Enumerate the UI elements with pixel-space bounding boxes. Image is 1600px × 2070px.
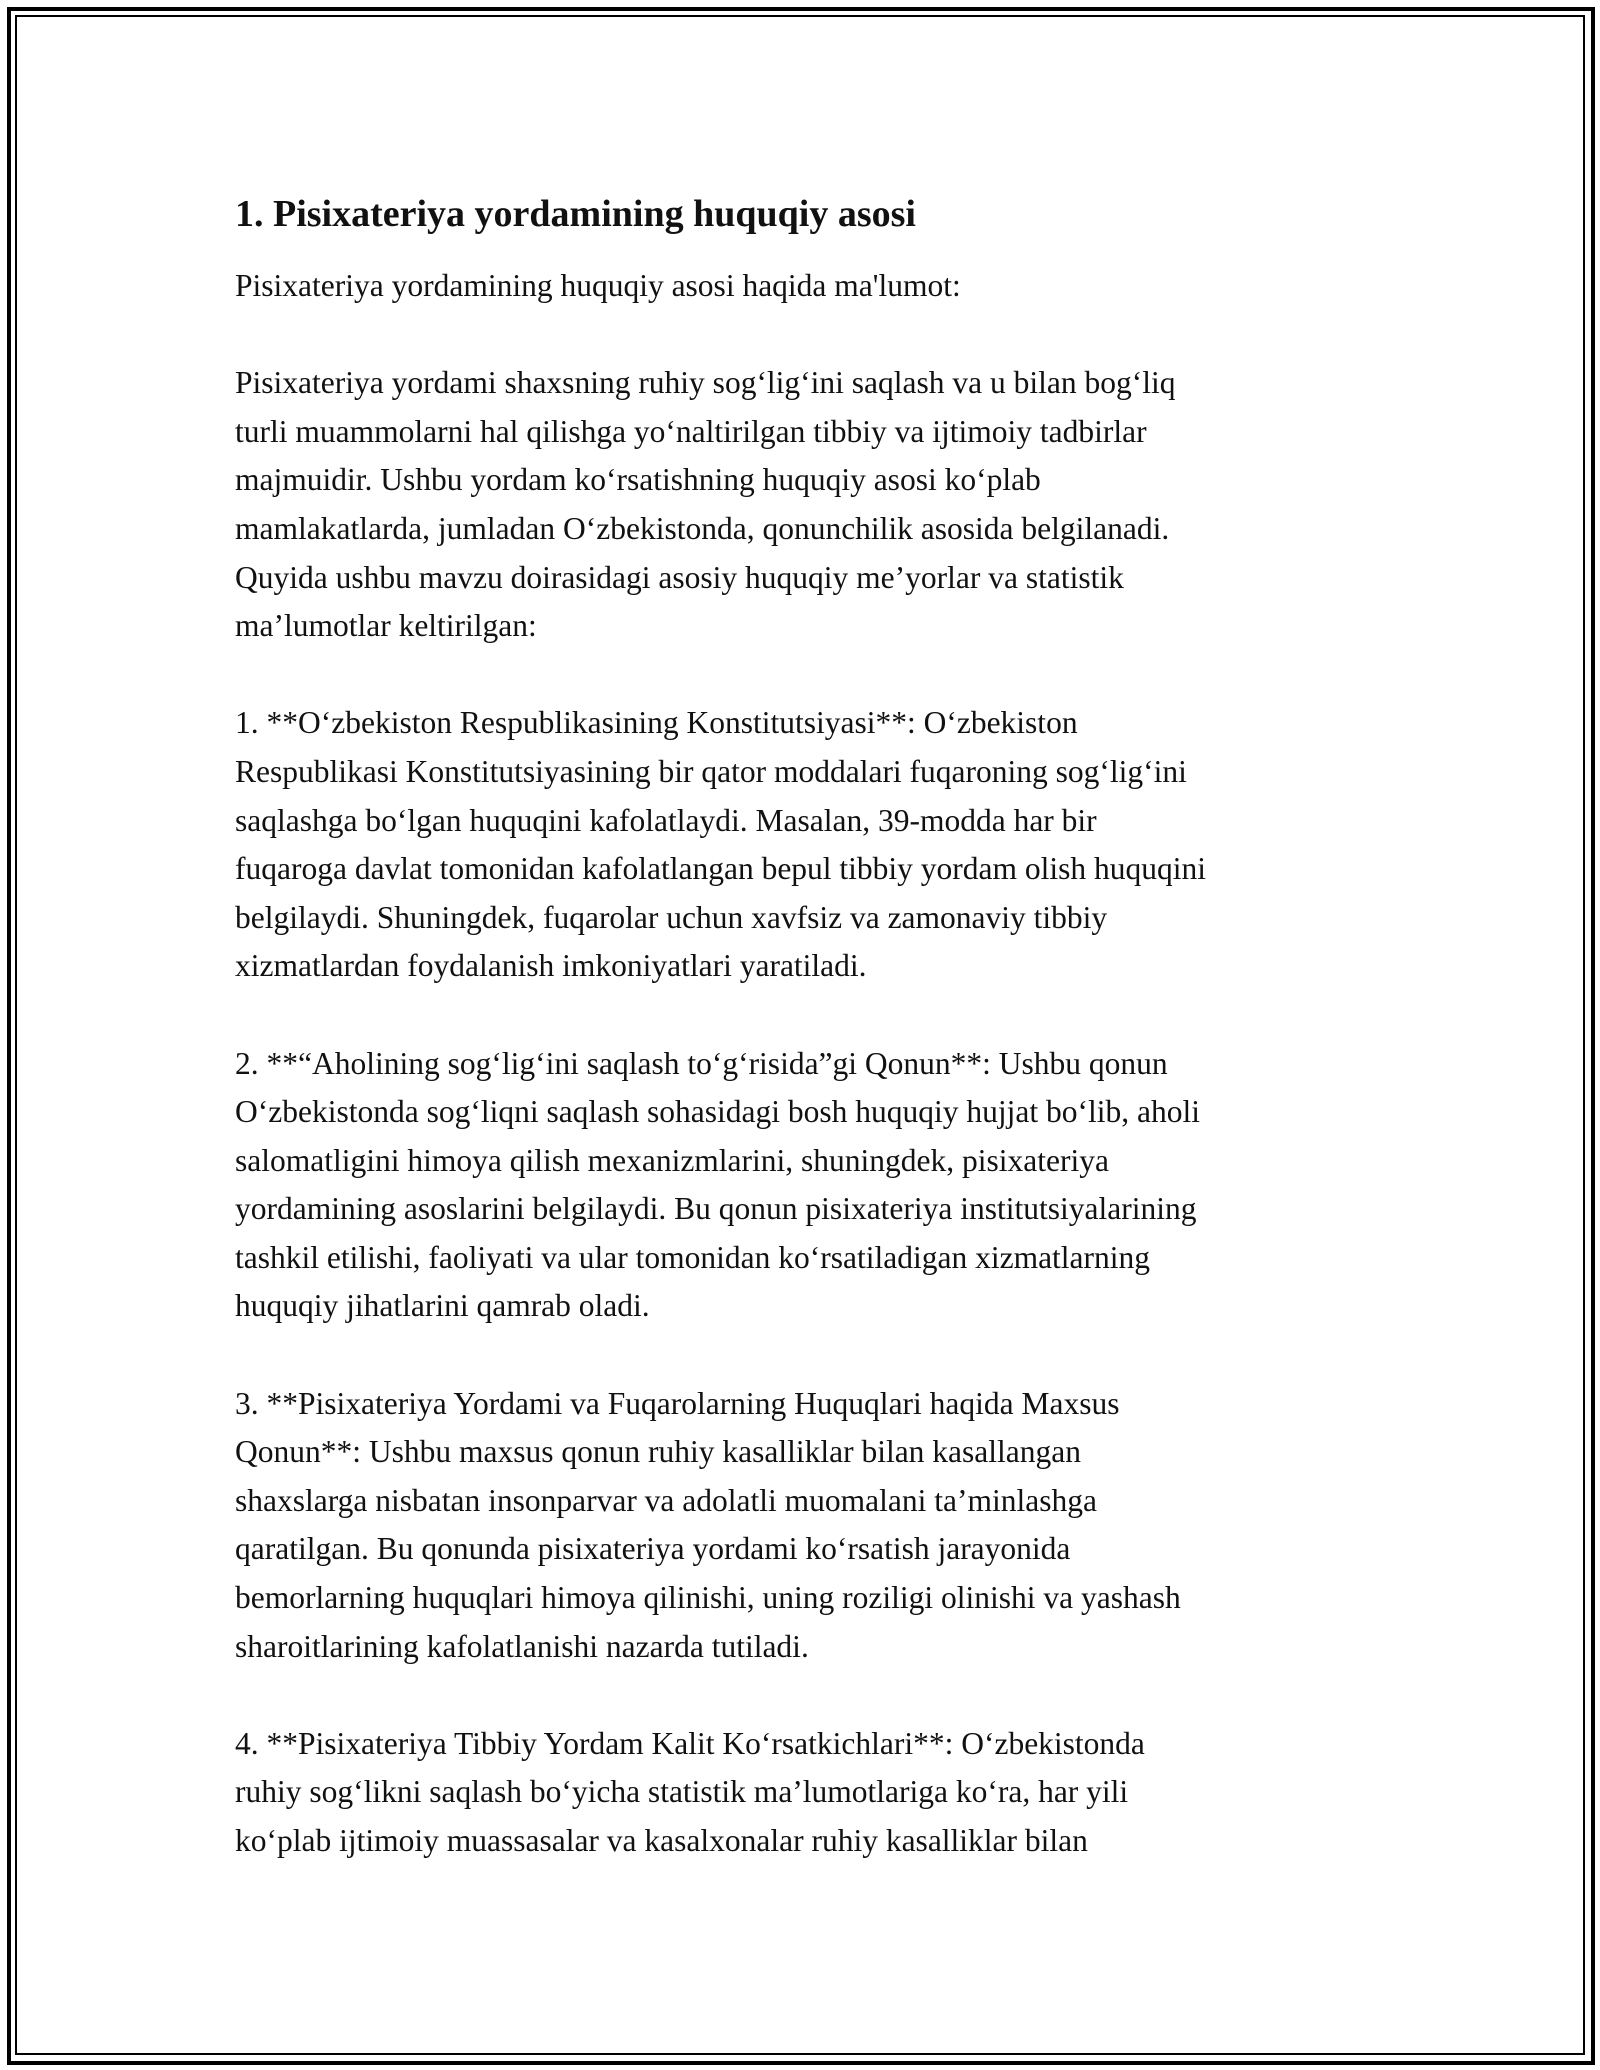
section-heading: 1. Pisixateriya yordamining huquqiy asosi — [235, 193, 916, 235]
paragraph-health-law: 2. **“Aholining sog‘lig‘ini saqlash to‘g‘risida”gi Qonun**: Ushbu qonun O‘zbekistonda sog‘liqni saqlash sohasidagi bosh huquqiy hujjat bo‘lib, aholi salomatligini himoya qilish mexanizmlarini, shuningdek, pisixateriya yordamining asoslarini belgilaydi. Bu qonun pisixateriya institutsiyalarining tashkil etilishi, faoliyati va ular tomonidan ko‘rsatiladigan xizmatlarning huquqiy jihatlarini qamrab oladi. — [235, 1045, 1201, 1324]
intro-line: Pisixateriya yordamining huquqiy asosi haqida ma'lumot: — [235, 268, 961, 303]
paragraph-constitution: 1. **O‘zbekiston Respublikasining Konstitutsiyasi**: O‘zbekiston Respublikasi Konstitutsiyasining bir qator moddalari fuqaroning sog‘lig‘ini saqlashga bo‘lgan huquqini kafolatlaydi. Masalan, 39-modda har bir fuqaroga davlat tomonidan kafolatlangan bepul tibbiy yordam olish huquqini belgilaydi. Shuningdek, fuqarolar uchun xavfsiz va zamonaviy tibbiy xizmatlardan foydalanish imkoniyatlari yaratiladi. — [235, 705, 1207, 984]
paragraph-overview: Pisixateriya yordami shaxsning ruhiy sog‘lig‘ini saqlash va u bilan bog‘liq turli muammolarni hal qilishga yo‘naltirilgan tibbiy va ijtimoiy tadbirlar majmuidir. Ushbu yordam ko‘rsatishning huquqiy asosi ko‘plab mamlakatlarda, jumladan O‘zbekistonda, qonunchilik asosida belgilanadi. Quyida ushbu mavzu doirasidagi asosiy huquqiy me’yorlar va statistik ma’lumotlar keltirilgan: — [235, 365, 1176, 644]
paragraph-key-indicators: 4. **Pisixateriya Tibbiy Yordam Kalit Ko‘rsatkichlari**: O‘zbekistonda ruhiy sog‘likni saqlash bo‘yicha statistik ma’lumotlariga ko‘ra, har yili ko‘plab ijtimoiy muassasalar va kasalxonalar ruhiy kasalliklar bilan — [235, 1725, 1145, 1858]
paragraph-special-law: 3. **Pisixateriya Yordami va Fuqarolarning Huquqlari haqida Maxsus Qonun**: Ushbu maxsus qonun ruhiy kasalliklar bilan kasallangan shaxslarga nisbatan insonparvar va adolatli muomalani ta’minlashga qaratilgan. Bu qonunda pisixateriya yordami ko‘rsatish jarayonida bemorlarning huquqlari himoya qilinishi, uning roziligi olinishi va yashash sharoitlarining kafolatlanishi nazarda tutiladi. — [235, 1385, 1181, 1664]
document-body — [235, 188, 1375, 1914]
